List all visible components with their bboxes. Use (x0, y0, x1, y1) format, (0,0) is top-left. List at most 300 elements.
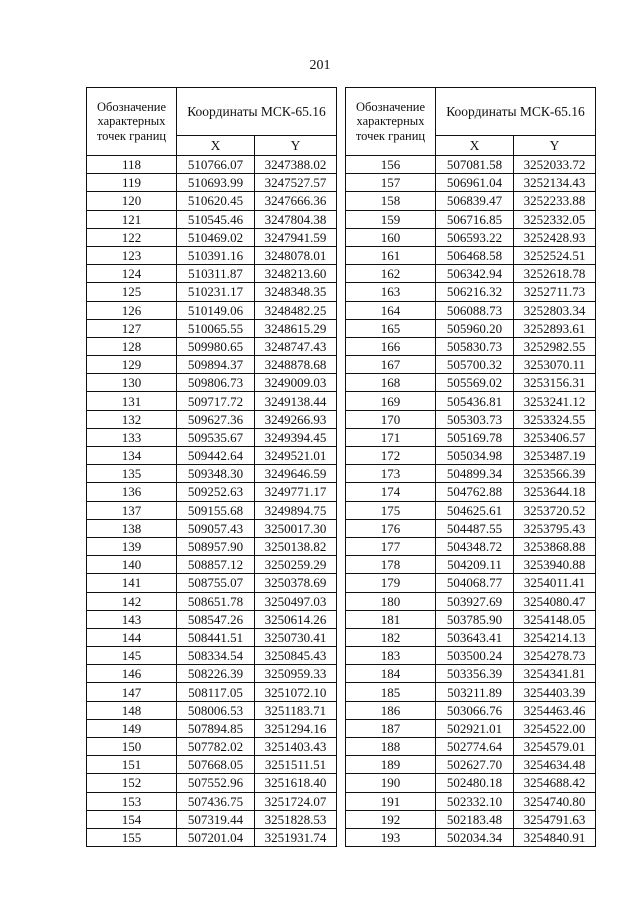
x-coordinate-cell: 507552.96 (177, 774, 255, 792)
coordinate-system-header: Координаты МСК-65.16 (177, 88, 337, 136)
y-coordinate-cell: 3248747.43 (255, 337, 337, 355)
point-id-cell: 136 (87, 483, 177, 501)
y-coordinate-cell: 3253940.88 (514, 556, 596, 574)
x-coordinate-cell: 509057.43 (177, 519, 255, 537)
x-coordinate-cell: 502183.48 (436, 810, 514, 828)
table-row (87, 719, 337, 737)
y-coordinate-cell: 3249394.45 (255, 428, 337, 446)
table-row (346, 156, 596, 174)
x-coordinate-cell: 506088.73 (436, 301, 514, 319)
x-coordinate-cell: 504209.11 (436, 556, 514, 574)
y-coordinate-cell: 3247527.57 (255, 174, 337, 192)
point-id-cell: 157 (346, 174, 436, 192)
table-row (87, 665, 337, 683)
y-coordinate-cell: 3249894.75 (255, 501, 337, 519)
x-coordinate-cell: 508547.26 (177, 610, 255, 628)
point-id-cell: 159 (346, 210, 436, 228)
y-coordinate-cell: 3248348.35 (255, 283, 337, 301)
table-row (346, 756, 596, 774)
point-id-cell: 162 (346, 265, 436, 283)
point-id-cell: 172 (346, 447, 436, 465)
point-id-cell: 125 (87, 283, 177, 301)
table-row (346, 265, 596, 283)
point-id-cell: 151 (87, 756, 177, 774)
point-id-cell: 163 (346, 283, 436, 301)
table-row (346, 374, 596, 392)
x-coordinate-cell: 507782.02 (177, 738, 255, 756)
x-coordinate-cell: 510693.99 (177, 174, 255, 192)
page-number: 201 (309, 58, 331, 73)
y-coordinate-cell: 3248615.29 (255, 319, 337, 337)
table-row (346, 574, 596, 592)
x-coordinate-cell: 509252.63 (177, 483, 255, 501)
point-label-header: Обозначение характерных точек границ (87, 88, 177, 156)
point-id-cell: 192 (346, 810, 436, 828)
point-id-cell: 149 (87, 719, 177, 737)
y-coordinate-cell: 3252233.88 (514, 192, 596, 210)
table-row (346, 465, 596, 483)
table-row (87, 592, 337, 610)
y-coordinate-cell: 3254634.48 (514, 756, 596, 774)
point-id-cell: 135 (87, 465, 177, 483)
y-coordinate-cell: 3252524.51 (514, 246, 596, 264)
table-row (346, 246, 596, 264)
table-row (346, 337, 596, 355)
y-coordinate-cell: 3247941.59 (255, 228, 337, 246)
y-coordinate-cell: 3252803.34 (514, 301, 596, 319)
table-row (346, 810, 596, 828)
x-coordinate-cell: 502627.70 (436, 756, 514, 774)
table-row (87, 465, 337, 483)
point-id-cell: 146 (87, 665, 177, 683)
table-row (87, 392, 337, 410)
y-coordinate-cell: 3254522.00 (514, 719, 596, 737)
x-coordinate-cell: 506216.32 (436, 283, 514, 301)
table-row (346, 501, 596, 519)
y-coordinate-cell: 3250017.30 (255, 519, 337, 537)
x-coordinate-cell: 509348.30 (177, 465, 255, 483)
y-coordinate-cell: 3248878.68 (255, 356, 337, 374)
x-coordinate-cell: 504487.55 (436, 519, 514, 537)
table-row (87, 519, 337, 537)
table-row (87, 210, 337, 228)
point-id-cell: 167 (346, 356, 436, 374)
point-id-cell: 141 (87, 574, 177, 592)
y-coordinate-cell: 3254688.42 (514, 774, 596, 792)
x-coordinate-cell: 504068.77 (436, 574, 514, 592)
table-row (346, 647, 596, 665)
table-row (346, 665, 596, 683)
point-id-cell: 168 (346, 374, 436, 392)
y-coordinate-cell: 3248482.25 (255, 301, 337, 319)
point-id-cell: 144 (87, 628, 177, 646)
table-row (346, 792, 596, 810)
point-id-cell: 190 (346, 774, 436, 792)
point-id-cell: 133 (87, 428, 177, 446)
x-coordinate-cell: 508857.12 (177, 556, 255, 574)
y-coordinate-cell: 3252033.72 (514, 156, 596, 174)
table-row (87, 265, 337, 283)
y-coordinate-cell: 3251072.10 (255, 683, 337, 701)
point-id-cell: 174 (346, 483, 436, 501)
point-id-cell: 143 (87, 610, 177, 628)
point-id-cell: 166 (346, 337, 436, 355)
point-id-cell: 180 (346, 592, 436, 610)
x-coordinate-cell: 510766.07 (177, 156, 255, 174)
y-coordinate-cell: 3251828.53 (255, 810, 337, 828)
coordinate-system-header: Координаты МСК-65.16 (436, 88, 596, 136)
x-coordinate-cell: 506342.94 (436, 265, 514, 283)
y-coordinate-cell: 3252982.55 (514, 337, 596, 355)
table-row (346, 610, 596, 628)
table-row (87, 319, 337, 337)
point-id-cell: 187 (346, 719, 436, 737)
point-id-cell: 147 (87, 683, 177, 701)
x-coordinate-cell: 508957.90 (177, 537, 255, 555)
point-id-cell: 150 (87, 738, 177, 756)
x-coordinate-cell: 509806.73 (177, 374, 255, 392)
x-coordinate-cell: 503356.39 (436, 665, 514, 683)
table-row (346, 319, 596, 337)
point-id-cell: 191 (346, 792, 436, 810)
table-row (346, 683, 596, 701)
y-coordinate-cell: 3251183.71 (255, 701, 337, 719)
table-row (346, 774, 596, 792)
x-coordinate-cell: 507668.05 (177, 756, 255, 774)
y-coordinate-cell: 3251618.40 (255, 774, 337, 792)
table-row (346, 738, 596, 756)
point-id-cell: 134 (87, 447, 177, 465)
y-coordinate-cell: 3249138.44 (255, 392, 337, 410)
table-row (346, 483, 596, 501)
table-row (87, 174, 337, 192)
point-id-cell: 155 (87, 828, 177, 846)
table-row (87, 792, 337, 810)
point-id-cell: 153 (87, 792, 177, 810)
table-row (87, 810, 337, 828)
y-coordinate-cell: 3254080.47 (514, 592, 596, 610)
x-coordinate-cell: 506593.22 (436, 228, 514, 246)
y-coordinate-cell: 3254341.81 (514, 665, 596, 683)
y-coordinate-cell: 3254148.05 (514, 610, 596, 628)
y-coordinate-cell: 3254579.01 (514, 738, 596, 756)
y-coordinate-cell: 3251931.74 (255, 828, 337, 846)
table-row (346, 556, 596, 574)
x-column-header: X (177, 136, 255, 156)
table-row (346, 447, 596, 465)
x-coordinate-cell: 505569.02 (436, 374, 514, 392)
y-coordinate-cell: 3251511.51 (255, 756, 337, 774)
point-id-cell: 158 (346, 192, 436, 210)
x-coordinate-cell: 508117.05 (177, 683, 255, 701)
x-coordinate-cell: 508006.53 (177, 701, 255, 719)
point-id-cell: 140 (87, 556, 177, 574)
table-row (346, 301, 596, 319)
y-coordinate-cell: 3248078.01 (255, 246, 337, 264)
y-coordinate-cell: 3250959.33 (255, 665, 337, 683)
table-row (87, 374, 337, 392)
point-id-cell: 188 (346, 738, 436, 756)
x-coordinate-cell: 507894.85 (177, 719, 255, 737)
y-coordinate-cell: 3250378.69 (255, 574, 337, 592)
table-row (346, 356, 596, 374)
table-row (87, 774, 337, 792)
y-coordinate-cell: 3249521.01 (255, 447, 337, 465)
y-coordinate-cell: 3248213.60 (255, 265, 337, 283)
y-coordinate-cell: 3254840.91 (514, 828, 596, 846)
point-id-cell: 152 (87, 774, 177, 792)
y-coordinate-cell: 3254791.63 (514, 810, 596, 828)
point-id-cell: 178 (346, 556, 436, 574)
x-coordinate-cell: 510545.46 (177, 210, 255, 228)
x-coordinate-cell: 509717.72 (177, 392, 255, 410)
y-coordinate-cell: 3250845.43 (255, 647, 337, 665)
x-coordinate-cell: 505034.98 (436, 447, 514, 465)
point-label-header: Обозначение характерных точек границ (346, 88, 436, 156)
x-coordinate-cell: 509535.67 (177, 428, 255, 446)
x-coordinate-cell: 502774.64 (436, 738, 514, 756)
point-id-cell: 139 (87, 537, 177, 555)
x-coordinate-cell: 502921.01 (436, 719, 514, 737)
point-id-cell: 184 (346, 665, 436, 683)
y-coordinate-cell: 3254740.80 (514, 792, 596, 810)
x-coordinate-cell: 510149.06 (177, 301, 255, 319)
point-id-cell: 142 (87, 592, 177, 610)
x-coordinate-cell: 508334.54 (177, 647, 255, 665)
point-id-cell: 119 (87, 174, 177, 192)
table-row (346, 719, 596, 737)
table-row (87, 738, 337, 756)
x-coordinate-cell: 505700.32 (436, 356, 514, 374)
x-coordinate-cell: 505303.73 (436, 410, 514, 428)
point-id-cell: 154 (87, 810, 177, 828)
table-row (346, 628, 596, 646)
point-id-cell: 129 (87, 356, 177, 374)
x-coordinate-cell: 503211.89 (436, 683, 514, 701)
y-coordinate-cell: 3252428.93 (514, 228, 596, 246)
point-id-cell: 169 (346, 392, 436, 410)
point-id-cell: 165 (346, 319, 436, 337)
y-coordinate-cell: 3253868.88 (514, 537, 596, 555)
y-coordinate-cell: 3250138.82 (255, 537, 337, 555)
y-coordinate-cell: 3253406.57 (514, 428, 596, 446)
y-coordinate-cell: 3254278.73 (514, 647, 596, 665)
table-row (87, 701, 337, 719)
point-id-cell: 132 (87, 410, 177, 428)
y-coordinate-cell: 3250730.41 (255, 628, 337, 646)
x-coordinate-cell: 508441.51 (177, 628, 255, 646)
y-coordinate-cell: 3254403.39 (514, 683, 596, 701)
point-id-cell: 156 (346, 156, 436, 174)
table-row (346, 701, 596, 719)
y-coordinate-cell: 3250259.29 (255, 556, 337, 574)
table-row (87, 647, 337, 665)
table-row (87, 628, 337, 646)
table-row (87, 301, 337, 319)
table-row (87, 228, 337, 246)
table-row (87, 556, 337, 574)
x-coordinate-cell: 510469.02 (177, 228, 255, 246)
x-coordinate-cell: 507081.58 (436, 156, 514, 174)
point-id-cell: 176 (346, 519, 436, 537)
x-coordinate-cell: 502034.34 (436, 828, 514, 846)
y-coordinate-cell: 3253720.52 (514, 501, 596, 519)
x-coordinate-cell: 509442.64 (177, 447, 255, 465)
point-id-cell: 185 (346, 683, 436, 701)
y-coordinate-cell: 3250614.26 (255, 610, 337, 628)
table-row (87, 574, 337, 592)
point-id-cell: 170 (346, 410, 436, 428)
y-coordinate-cell: 3252134.43 (514, 174, 596, 192)
x-coordinate-cell: 505169.78 (436, 428, 514, 446)
table-row (346, 519, 596, 537)
table-row (87, 537, 337, 555)
x-coordinate-cell: 503500.24 (436, 647, 514, 665)
y-coordinate-cell: 3252893.61 (514, 319, 596, 337)
point-id-cell: 137 (87, 501, 177, 519)
left-table-body (87, 156, 337, 847)
x-coordinate-cell: 510391.16 (177, 246, 255, 264)
point-id-cell: 148 (87, 701, 177, 719)
point-id-cell: 186 (346, 701, 436, 719)
x-coordinate-cell: 503066.76 (436, 701, 514, 719)
point-id-cell: 182 (346, 628, 436, 646)
x-coordinate-cell: 508651.78 (177, 592, 255, 610)
x-coordinate-cell: 506839.47 (436, 192, 514, 210)
y-coordinate-cell: 3253566.39 (514, 465, 596, 483)
y-coordinate-cell: 3249266.93 (255, 410, 337, 428)
y-coordinate-cell: 3249009.03 (255, 374, 337, 392)
table-row (346, 537, 596, 555)
table-row (87, 428, 337, 446)
x-coordinate-cell: 509627.36 (177, 410, 255, 428)
x-coordinate-cell: 507319.44 (177, 810, 255, 828)
x-coordinate-cell: 510065.55 (177, 319, 255, 337)
point-id-cell: 138 (87, 519, 177, 537)
table-row (87, 356, 337, 374)
table-row (87, 156, 337, 174)
y-coordinate-cell: 3253070.11 (514, 356, 596, 374)
table-row (87, 610, 337, 628)
table-row (346, 210, 596, 228)
x-coordinate-cell: 502332.10 (436, 792, 514, 810)
x-coordinate-cell: 503927.69 (436, 592, 514, 610)
x-coordinate-cell: 510311.87 (177, 265, 255, 283)
x-coordinate-cell: 503643.41 (436, 628, 514, 646)
x-coordinate-cell: 507201.04 (177, 828, 255, 846)
y-coordinate-cell: 3247388.02 (255, 156, 337, 174)
table-row (346, 828, 596, 846)
table-row (346, 410, 596, 428)
point-id-cell: 122 (87, 228, 177, 246)
table-row (346, 192, 596, 210)
y-column-header: Y (514, 136, 596, 156)
point-id-cell: 164 (346, 301, 436, 319)
y-coordinate-cell: 3253644.18 (514, 483, 596, 501)
point-id-cell: 189 (346, 756, 436, 774)
y-coordinate-cell: 3249771.17 (255, 483, 337, 501)
point-id-cell: 177 (346, 537, 436, 555)
point-id-cell: 183 (346, 647, 436, 665)
x-coordinate-cell: 507436.75 (177, 792, 255, 810)
point-id-cell: 120 (87, 192, 177, 210)
table-row (87, 683, 337, 701)
x-coordinate-cell: 504899.34 (436, 465, 514, 483)
table-row (87, 756, 337, 774)
y-coordinate-cell: 3253324.55 (514, 410, 596, 428)
point-id-cell: 173 (346, 465, 436, 483)
y-coordinate-cell: 3251724.07 (255, 792, 337, 810)
y-column-header: Y (255, 136, 337, 156)
point-id-cell: 181 (346, 610, 436, 628)
right-table-body (346, 156, 596, 847)
x-coordinate-cell: 508755.07 (177, 574, 255, 592)
y-coordinate-cell: 3254463.46 (514, 701, 596, 719)
x-coordinate-cell: 509980.65 (177, 337, 255, 355)
point-id-cell: 161 (346, 246, 436, 264)
y-coordinate-cell: 3253795.43 (514, 519, 596, 537)
x-coordinate-cell: 505960.20 (436, 319, 514, 337)
y-coordinate-cell: 3253487.19 (514, 447, 596, 465)
point-id-cell: 175 (346, 501, 436, 519)
point-id-cell: 128 (87, 337, 177, 355)
point-id-cell: 171 (346, 428, 436, 446)
point-id-cell: 179 (346, 574, 436, 592)
y-coordinate-cell: 3251294.16 (255, 719, 337, 737)
y-coordinate-cell: 3250497.03 (255, 592, 337, 610)
point-id-cell: 145 (87, 647, 177, 665)
table-row (87, 337, 337, 355)
point-id-cell: 130 (87, 374, 177, 392)
table-row (346, 392, 596, 410)
point-id-cell: 127 (87, 319, 177, 337)
coordinates-table-left (86, 87, 337, 847)
table-row (346, 283, 596, 301)
x-coordinate-cell: 509894.37 (177, 356, 255, 374)
x-coordinate-cell: 510620.45 (177, 192, 255, 210)
x-coordinate-cell: 503785.90 (436, 610, 514, 628)
coordinates-table-right (345, 87, 596, 847)
x-column-header: X (436, 136, 514, 156)
y-coordinate-cell: 3252711.73 (514, 283, 596, 301)
y-coordinate-cell: 3253156.31 (514, 374, 596, 392)
point-id-cell: 124 (87, 265, 177, 283)
y-coordinate-cell: 3254214.13 (514, 628, 596, 646)
x-coordinate-cell: 504762.88 (436, 483, 514, 501)
x-coordinate-cell: 504348.72 (436, 537, 514, 555)
point-id-cell: 193 (346, 828, 436, 846)
x-coordinate-cell: 508226.39 (177, 665, 255, 683)
x-coordinate-cell: 506468.58 (436, 246, 514, 264)
table-row (346, 428, 596, 446)
coordinates-tables (86, 87, 596, 849)
y-coordinate-cell: 3252618.78 (514, 265, 596, 283)
table-row (87, 447, 337, 465)
x-coordinate-cell: 502480.18 (436, 774, 514, 792)
table-row (87, 410, 337, 428)
point-id-cell: 126 (87, 301, 177, 319)
point-id-cell: 121 (87, 210, 177, 228)
table-row (87, 483, 337, 501)
y-coordinate-cell: 3251403.43 (255, 738, 337, 756)
y-coordinate-cell: 3254011.41 (514, 574, 596, 592)
x-coordinate-cell: 504625.61 (436, 501, 514, 519)
x-coordinate-cell: 509155.68 (177, 501, 255, 519)
x-coordinate-cell: 506961.04 (436, 174, 514, 192)
y-coordinate-cell: 3253241.12 (514, 392, 596, 410)
x-coordinate-cell: 505436.81 (436, 392, 514, 410)
table-row (87, 283, 337, 301)
